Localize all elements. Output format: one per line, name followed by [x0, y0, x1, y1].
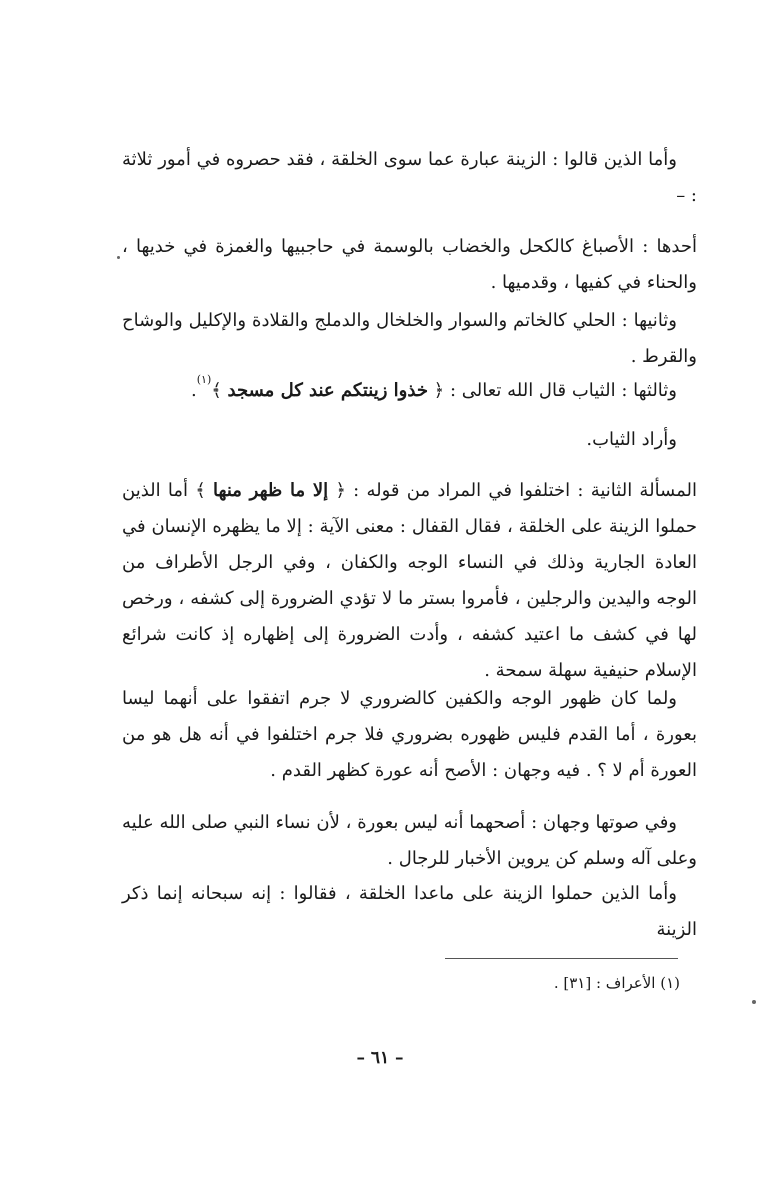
footnote-divider — [445, 958, 678, 959]
paragraph-7: ولما كان ظهور الوجه والكفين كالضروري لا جرم اتفقوا على أنهما ليسا بعورة ، أما القدم فليس ظهوره بضروري فلا جرم اختلفوا في أنه هل هو من العورة أم لا ؟ . فيه وجهان : الأصح أنه عورة كظهر القدم . — [122, 688, 697, 781]
paragraph-1: وأما الذين قالوا : الزينة عبارة عما سوى الخلقة ، فقد حصروه في أمور ثلاثة : – — [122, 149, 697, 206]
paragraph-9: وأما الذين حملوا الزينة على ماعدا الخلقة ، فقالوا : إنه سبحانه إنما ذكر الزينة — [122, 883, 697, 940]
page-number: – ٦١ – — [356, 1048, 404, 1068]
issue-intro: المسألة الثانية : اختلفوا في المراد من قوله : ﴿ — [328, 480, 697, 501]
paragraph-2: أحدها : الأصباغ كالكحل والخضاب بالوسمة في حاجبيها والغمزة في خديها ، والحناء في كفيها ، وقدميها . — [122, 236, 697, 293]
footnote: (١) الأعراف : [٣١] . — [553, 974, 680, 992]
paragraph-4-verse — [122, 373, 697, 409]
paragraph-5: وأراد الثياب. — [586, 429, 677, 450]
quran-phrase: إلا ما ظهر منها — [213, 480, 329, 501]
scan-speck — [752, 1000, 756, 1004]
paragraph-6 — [122, 473, 697, 689]
paragraph-8: وفي صوتها وجهان : أصحهما أنه ليس بعورة ، لأن نساء النبي صلى الله عليه وعلى آله وسلم كن يروين الأخبار للرجال . — [122, 812, 697, 869]
verse-end: . — [191, 380, 197, 401]
scan-speck — [117, 256, 120, 259]
quran-verse: خذوا زينتكم عند كل مسجد — [227, 380, 428, 401]
footnote-marker: (١) — [196, 373, 212, 386]
verse-close: ﴾ — [211, 380, 228, 401]
issue-body: ﴾ أما الذين حملوا الزينة على الخلقة ، فقال القفال : معنى الآية : إلا ما يظهره الإنسان في العادة الجارية وذلك في النساء الوجه والكفان ، وفي الرجل الأطراف من الوجه واليدين والرجلين ، فأمروا بستر ما لا تؤدي الضرورة إلى كشفه ، ورخص لها في كشف ما اعتيد كشفه ، وأدت الضرورة إلى إظهاره إذ كانت شرائع الإسلام حنيفية سهلة سمحة . — [122, 480, 697, 681]
verse-intro: وثالثها : الثياب قال الله تعالى : ﴿ — [427, 380, 677, 401]
paragraph-3: وثانيها : الحلي كالخاتم والسوار والخلخال والدملج والقلادة والإكليل والوشاح والقرط . — [122, 310, 697, 367]
